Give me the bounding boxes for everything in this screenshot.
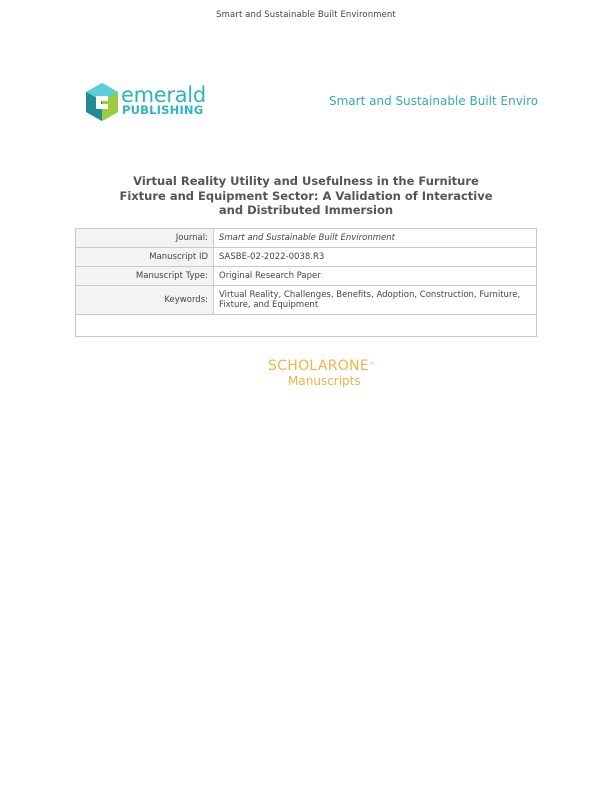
logo-wordmark: emerald (121, 83, 206, 107)
journal-value: Smart and Sustainable Built Environment (214, 229, 537, 248)
logo-subtitle: PUBLISHING (122, 103, 204, 117)
table-row-keywords (76, 286, 537, 315)
title-line: and Distributed Immersion (218, 203, 394, 217)
journal-banner: Smart and Sustainable Built Enviro (329, 94, 539, 108)
empty-cell (76, 315, 537, 337)
manuscript-metadata-table (75, 228, 537, 337)
scholarone-wordmark (268, 358, 388, 374)
scholarone-subtitle: Manuscripts (288, 374, 361, 388)
running-header: Smart and Sustainable Built Environment (216, 10, 396, 20)
table-row-manuscript-type (76, 267, 537, 286)
journal-label: Journal: (76, 229, 214, 248)
scholarone-main-text: SCHOLARONE (268, 358, 369, 374)
keywords-label: Keywords: (76, 286, 214, 315)
manuscript-type-label: Manuscript Type: (76, 267, 214, 286)
title-line: Virtual Reality Utility and Usefulness in the Furniture (133, 174, 479, 188)
trademark-symbol: ™ (368, 362, 376, 369)
table-row-journal (76, 229, 537, 248)
title-line: Fixture and Equipment Sector: A Validation of Interactive (119, 188, 493, 203)
table-row-manuscript-id (76, 248, 537, 267)
emerald-publishing-logo (84, 82, 214, 124)
table-row-empty (76, 315, 537, 337)
manuscript-id-label: Manuscript ID (76, 248, 214, 267)
keywords-value: Virtual Reality, Challenges, Benefits, Adoption, Construction, Furniture, Fixture, and Equipment (214, 286, 537, 315)
paper-title (100, 174, 512, 218)
manuscript-type-value: Original Research Paper (214, 267, 537, 286)
scholarone-logo (268, 358, 388, 388)
emerald-hexagon-logo-icon (84, 82, 120, 122)
manuscript-id-value: SASBE-02-2022-0038.R3 (214, 248, 537, 267)
